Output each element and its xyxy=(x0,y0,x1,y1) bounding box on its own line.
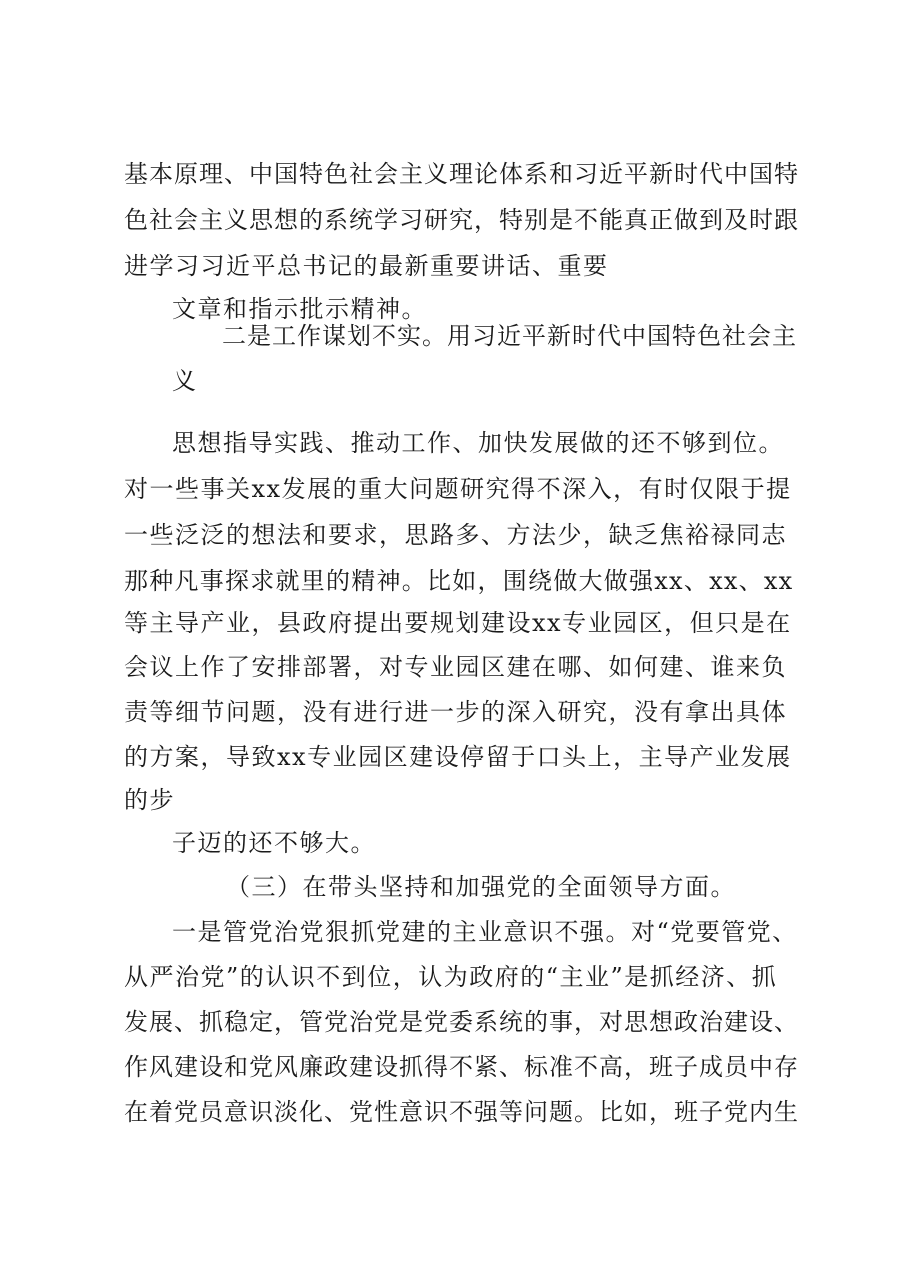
text-line: 责等细节问题，没有进行进一步的深入研究，没有拿出具体 xyxy=(124,698,787,726)
text-line: 一些泛泛的想法和要求，思路多、方法少，缺乏焦裕禄同志 xyxy=(124,521,787,549)
text-line: 发展、抓稳定，管党治党是党委系统的事，对思想政治建设、 xyxy=(124,1008,799,1036)
text-line: 文章和指示批示精神。 xyxy=(172,295,427,323)
text-line: 义 xyxy=(172,367,198,395)
text-line: 思想指导实践、推动工作、加快发展做的还不够到位。 xyxy=(172,429,784,457)
text-line: 等主导产业，县政府提出要规划建设xx专业园区，但只是在 xyxy=(124,609,792,637)
text-line: 进学习习近平总书记的最新重要讲话、重要 xyxy=(124,252,609,280)
text-line: 一是管党治党狠抓党建的主业意识不强。对“党要管党、 xyxy=(172,918,798,946)
text-line: 从严治党”的认识不到位，认为政府的“主业”是抓经济、抓 xyxy=(124,963,778,991)
text-line: 的步 xyxy=(124,786,175,814)
section-heading: （三）在带头坚持和加强党的全面领导方面。 xyxy=(226,873,736,901)
text-line: 基本原理、中国特色社会主义理论体系和习近平新时代中国特 xyxy=(124,160,799,188)
text-line: 的方案，导致xx专业园区建设停留于口头上，主导产业发展 xyxy=(124,743,792,771)
text-line: 对一些事关xx发展的重大问题研究得不深入，有时仅限于提 xyxy=(124,475,792,503)
text-line: 色社会主义思想的系统学习研究，特别是不能真正做到及时跟 xyxy=(124,206,799,234)
text-line: 那种凡事探求就里的精神。比如，围绕做大做强xx、xx、xx xyxy=(124,567,794,595)
text-line: 作风建设和党风廉政建设抓得不紧、标准不高，班子成员中存 xyxy=(124,1053,799,1081)
text-line: 子迈的还不够大。 xyxy=(172,829,376,857)
text-line: 会议上作了安排部署，对专业园区建在哪、如何建、谁来负 xyxy=(124,653,787,681)
text-line: 二是工作谋划不实。用习近平新时代中国特色社会主 xyxy=(222,322,797,350)
text-line: 在着党员意识淡化、党性意识不强等问题。比如，班子党内生 xyxy=(124,1098,799,1126)
